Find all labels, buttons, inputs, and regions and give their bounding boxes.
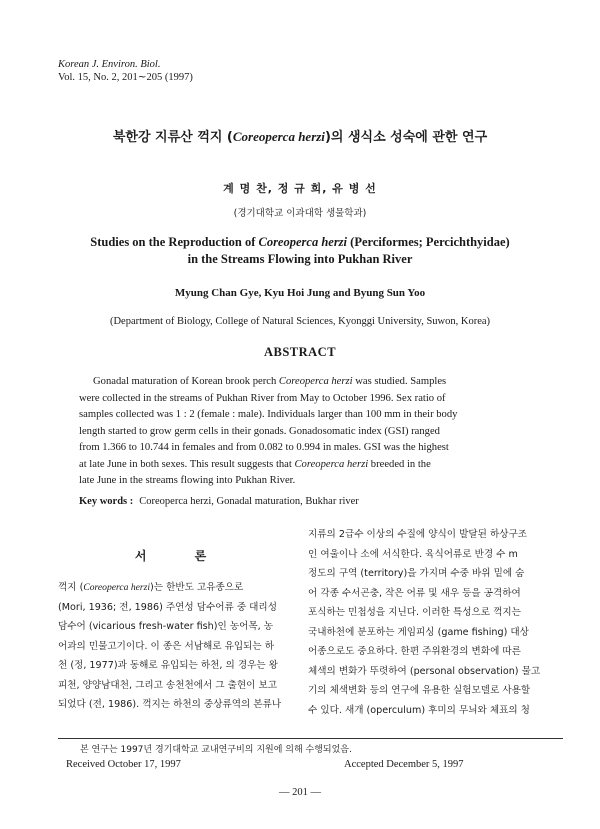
body-species: Coreoperca herzi [83, 582, 151, 593]
abstract-heading: ABSTRACT [263, 345, 337, 359]
body-line: 어과의 민물고기이다. 이 종은 서남해로 유입되는 하 [58, 640, 274, 652]
korean-affiliation: (경기대학교 이과대학 생물학과) [233, 208, 367, 219]
body-line: 천 (정, 1977)과 동해로 유입되는 하천, 의 경우는 왕 [58, 660, 278, 671]
korean-authors: 계 명 찬, 정 규 희, 유 병 선 [223, 182, 377, 195]
english-title-line2: in the Streams Flowing into Pukhan River [187, 252, 413, 266]
abstract-text: breeded in the [368, 458, 431, 470]
korean-title-latin: Coreoperca herzi [232, 129, 325, 144]
body-line: 어종으로도 중요하다. 한편 주위환경의 변화에 따른 [308, 646, 521, 657]
abstract-line: late June in the streams flowing into Pukhan River. [79, 475, 296, 486]
abstract-line: samples collected was 1 : 2 (female : male). Individuals larger than 100 mm in their body [79, 409, 458, 420]
abstract-line [79, 374, 534, 391]
body-line: (Mori, 1936; 전, 1986) 주연성 담수어류 중 대리성 [58, 601, 277, 613]
body-line [58, 578, 305, 598]
funding-note: 본 연구는 1997년 경기대학교 교내연구비의 지원에 의해 수행되었음. [80, 745, 352, 755]
keywords-label: Key words : [79, 496, 134, 507]
abstract-line: from 1.366 to 10.744 in females and from 0.082 to 0.994 in males. GSI was the highest [79, 442, 449, 453]
abstract-body [79, 374, 534, 490]
body-line: 되었다 (전, 1986). 꺽지는 하천의 중상류역의 본류나 [58, 699, 282, 710]
body-line: 수 있다. 새개 (operculum) 후미의 무늬와 체표의 청 [308, 704, 530, 716]
body-line: 정도의 구역 (territory)을 가지며 수중 바위 밑에 숨 [308, 568, 525, 579]
journal-citation [58, 58, 193, 84]
english-title-part: (Perciformes; Percichthyidae) [347, 235, 510, 249]
keywords [79, 496, 359, 507]
keywords-text: Coreoperca herzi, Gonadal maturation, Bukhar river [139, 496, 359, 507]
english-authors: Myung Chan Gye, Kyu Hoi Jung and Byung Sun Yoo [174, 287, 426, 299]
english-title-part: Studies on the Reproduction of [90, 235, 259, 249]
abstract-text: was studied. Samples [352, 376, 447, 387]
body-line: 국내하천에 분포하는 게임피싱 (game fishing) 대상 [308, 626, 529, 638]
body-line: 지류의 2급수 이상의 수질에 양식이 발달된 하상구조 [308, 529, 528, 540]
right-column [308, 525, 563, 720]
body-line: 피천, 양양남대천, 그리고 송천천에서 그 출현이 보고 [58, 679, 278, 691]
abstract-text: at late June in both sexes. This result suggests that [79, 458, 295, 470]
abstract-text: Gonadal maturation of Korean brook perch [93, 376, 279, 387]
abstract-line: were collected in the streams of Pukhan River from May to October 1996. Sex ratio of [79, 392, 446, 404]
abstract-line: length started to grow germ cells in their gonads. Gonadosomatic index (GSI) ranged [79, 425, 440, 437]
accepted-date: Accepted December 5, 1997 [344, 759, 464, 770]
body-text: 꺽지 ( [58, 582, 84, 593]
journal-name: Korean J. Environ. Biol. [58, 59, 161, 70]
korean-title-before: 북한강 지류산 꺽지 ( [112, 130, 233, 145]
body-text: )는 한반도 고유종으로 [150, 582, 244, 593]
page-number: — 201 — [279, 787, 321, 798]
body-line: 기의 체색변화 등의 연구에 유용한 실험모델로 사용할 [308, 685, 531, 696]
abstract-species: Coreoperca herzi [294, 458, 369, 470]
body-line: 담수어 (vicarious fresh-water fish)인 농어목, 농 [58, 621, 273, 632]
body-line: 체색의 변화가 뚜렷하여 (personal observation) 물고 [308, 665, 541, 677]
korean-title [0, 126, 600, 145]
english-affiliation: (Department of Biology, College of Natural Sciences, Kyonggi University, Suwon, Korea) [109, 316, 491, 327]
left-column [58, 578, 305, 715]
korean-title-after: )의 생식소 성숙에 관한 연구 [324, 130, 488, 145]
journal-volume: Vol. 15, No. 2, 201∼205 (1997) [58, 72, 193, 83]
abstract-species: Coreoperca herzi [278, 376, 353, 387]
english-title-latin: Coreoperca herzi [258, 235, 348, 249]
abstract-line [79, 457, 534, 474]
body-line: 어 각종 수서곤충, 작은 어류 및 새우 등을 공격하여 [308, 587, 521, 599]
received-date: Received October 17, 1997 [66, 759, 181, 770]
english-title [0, 234, 600, 268]
body-line: 인 여울이나 소에 서식한다. 육식어류로 반경 수 m [308, 548, 518, 560]
footnote-divider [58, 738, 563, 739]
section-heading-introduction: 서 론 [134, 549, 229, 563]
body-line: 포식하는 민첩성을 지닌다. 이러한 특성으로 꺽지는 [308, 607, 521, 618]
